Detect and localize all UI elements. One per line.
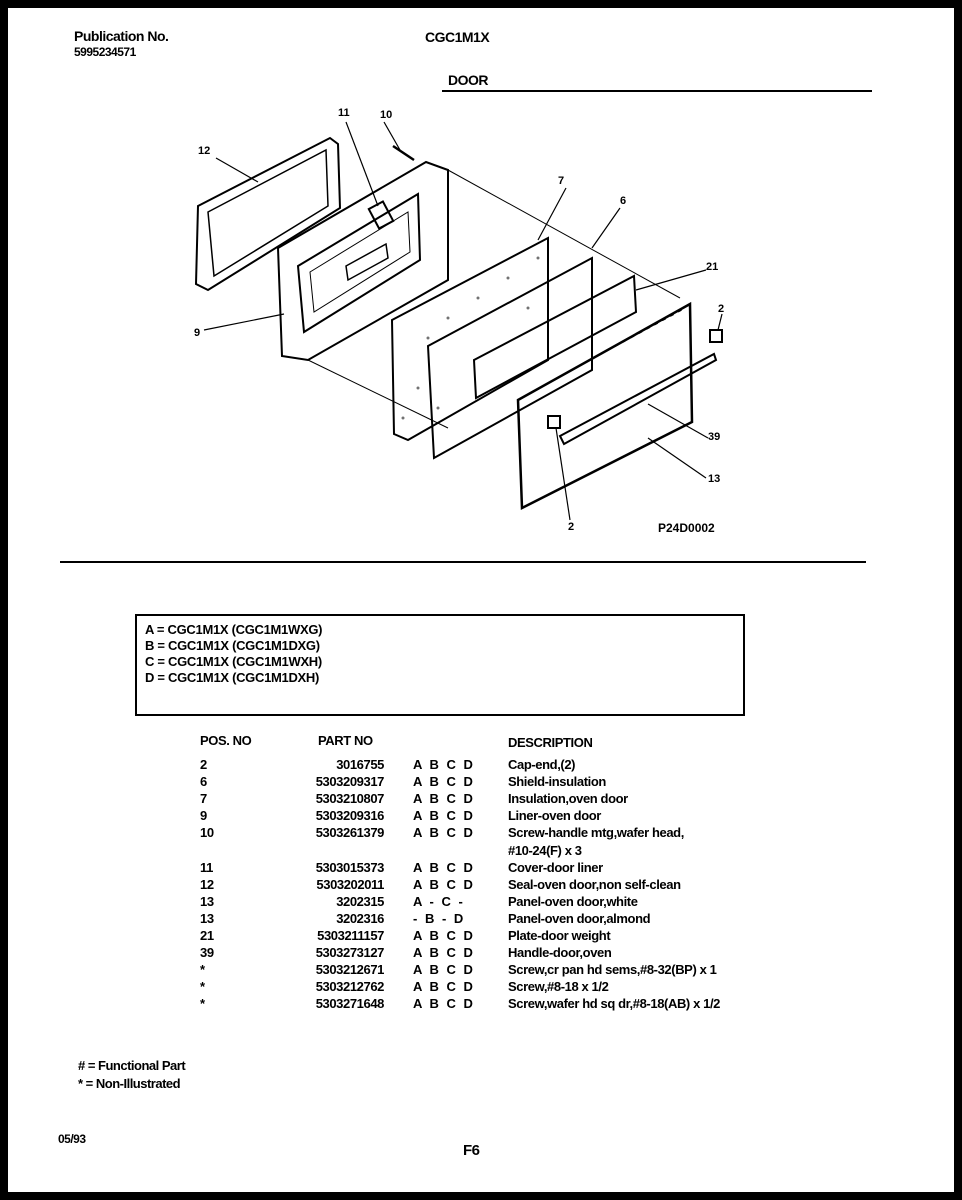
handle-end-cap-right <box>710 330 722 342</box>
footer-date: 05/93 <box>58 1132 86 1146</box>
row-part-no: 3016755 <box>336 757 384 772</box>
row-pos: 7 <box>200 791 207 806</box>
row-pos: 6 <box>200 774 207 789</box>
row-part-no: 5303209317 <box>315 774 384 789</box>
row-models: A B C D <box>413 808 475 823</box>
exploded-door-diagram <box>8 8 954 558</box>
leader-11 <box>346 122 378 206</box>
row-description: Cover-door liner <box>508 860 603 875</box>
row-models: A B C D <box>413 996 475 1011</box>
leader-9 <box>204 314 284 330</box>
row-description: #10-24(F) x 3 <box>508 843 582 858</box>
leader-2-top <box>718 314 722 330</box>
callout-2-bottom: 2 <box>568 521 575 533</box>
row-description: Insulation,oven door <box>508 791 628 806</box>
row-description: Cap-end,(2) <box>508 757 576 772</box>
figure-code: P24D0002 <box>658 521 715 535</box>
row-part-no: 5303210807 <box>315 791 384 806</box>
leader-10 <box>384 122 400 150</box>
row-pos: 21 <box>200 928 214 943</box>
handle-screw <box>393 146 414 160</box>
row-pos: 9 <box>200 808 207 823</box>
row-pos: 10 <box>200 825 214 840</box>
leader-7 <box>538 188 566 240</box>
insulation-texture <box>402 257 540 420</box>
callout-39: 39 <box>708 431 721 443</box>
leader-39 <box>648 404 708 438</box>
row-part-no: 5303202011 <box>316 877 384 892</box>
liner-handle-slot <box>346 244 388 280</box>
row-part-no: 5303209316 <box>315 808 384 823</box>
publication-label: Publication No. <box>74 28 169 44</box>
publication-number: 5995234571 <box>74 45 136 59</box>
callout-13: 13 <box>708 473 721 485</box>
row-description: Shield-insulation <box>508 774 606 789</box>
model-legend <box>135 614 745 716</box>
row-models: A B C D <box>413 825 475 840</box>
row-pos: 13 <box>200 911 214 926</box>
leader-6 <box>592 208 620 248</box>
callout-11: 11 <box>338 107 350 119</box>
diagram-rule <box>60 561 866 563</box>
row-part-no: 5303212671 <box>315 962 384 977</box>
callout-10: 10 <box>380 109 393 121</box>
header-desc: DESCRIPTION <box>508 735 593 750</box>
insulation <box>392 238 548 440</box>
parts-page <box>8 8 954 1192</box>
row-pos: * <box>200 979 205 994</box>
row-pos: * <box>200 962 205 977</box>
row-models: A B C D <box>413 774 475 789</box>
row-part-no: 5303261379 <box>315 825 384 840</box>
footer-page: F6 <box>463 1142 480 1159</box>
legend-a: A = CGC1M1X (CGC1M1WXG) <box>145 622 323 637</box>
row-description: Plate-door weight <box>508 928 611 943</box>
row-part-no: 3202316 <box>336 911 384 926</box>
row-part-no: 5303273127 <box>315 945 384 960</box>
row-part-no: 5303211157 <box>317 928 384 943</box>
row-models: A B C D <box>413 928 475 943</box>
row-description: Liner-oven door <box>508 808 601 823</box>
row-pos: 11 <box>200 860 213 875</box>
callout-21: 21 <box>706 261 719 273</box>
callout-9: 9 <box>194 327 201 339</box>
row-pos: 13 <box>200 894 214 909</box>
row-description: Handle-door,oven <box>508 945 612 960</box>
row-description: Screw,#8-18 x 1/2 <box>508 979 609 994</box>
callout-2: 2 <box>718 303 725 315</box>
section-title: DOOR <box>448 72 488 88</box>
row-part-no: 5303015373 <box>315 860 384 875</box>
header-part: PART NO <box>318 733 373 748</box>
row-pos: * <box>200 996 205 1011</box>
callout-6: 6 <box>620 195 627 207</box>
row-description: Panel-oven door,white <box>508 894 638 909</box>
outer-door-panel <box>518 304 692 508</box>
guide-line-bottom <box>308 360 448 428</box>
row-models: A B C D <box>413 757 475 772</box>
row-models: A B C D <box>413 791 475 806</box>
leader-13 <box>648 438 706 478</box>
door-window <box>298 194 420 332</box>
row-models: A B C D <box>413 979 475 994</box>
row-description: Panel-oven door,almond <box>508 911 651 926</box>
legend-c: C = CGC1M1X (CGC1M1WXH) <box>145 654 322 669</box>
row-models: A B C D <box>413 860 475 875</box>
row-part-no: 5303271648 <box>315 996 384 1011</box>
row-part-no: 3202315 <box>336 894 384 909</box>
row-part-no: 5303212762 <box>315 979 384 994</box>
row-models: A - C - <box>413 894 465 909</box>
model-title: CGC1M1X <box>425 29 490 45</box>
leader-12 <box>216 158 258 182</box>
row-description: Screw-handle mtg,wafer head, <box>508 825 684 840</box>
header-pos: POS. NO <box>200 733 252 748</box>
row-pos: 2 <box>200 757 207 772</box>
legend-d: D = CGC1M1X (CGC1M1DXH) <box>145 670 320 685</box>
callout-7: 7 <box>558 175 565 187</box>
row-models: - B - D <box>413 911 466 926</box>
row-pos: 39 <box>200 945 214 960</box>
footnote-non-illustrated: * = Non-Illustrated <box>78 1076 181 1091</box>
liner-cover <box>369 202 393 229</box>
footnote-functional: # = Functional Part <box>78 1058 186 1073</box>
row-description: Seal-oven door,non self-clean <box>508 877 681 892</box>
row-models: A B C D <box>413 945 475 960</box>
row-description: Screw,cr pan hd sems,#8-32(BP) x 1 <box>508 962 717 977</box>
callout-12: 12 <box>198 145 211 157</box>
guide-line-top <box>448 170 680 298</box>
row-description: Screw,wafer hd sq dr,#8-18(AB) x 1/2 <box>508 996 720 1011</box>
legend-b: B = CGC1M1X (CGC1M1DXG) <box>145 638 320 653</box>
row-models: A B C D <box>413 877 475 892</box>
row-pos: 12 <box>200 877 214 892</box>
row-models: A B C D <box>413 962 475 977</box>
handle-end-cap-left <box>548 416 560 428</box>
